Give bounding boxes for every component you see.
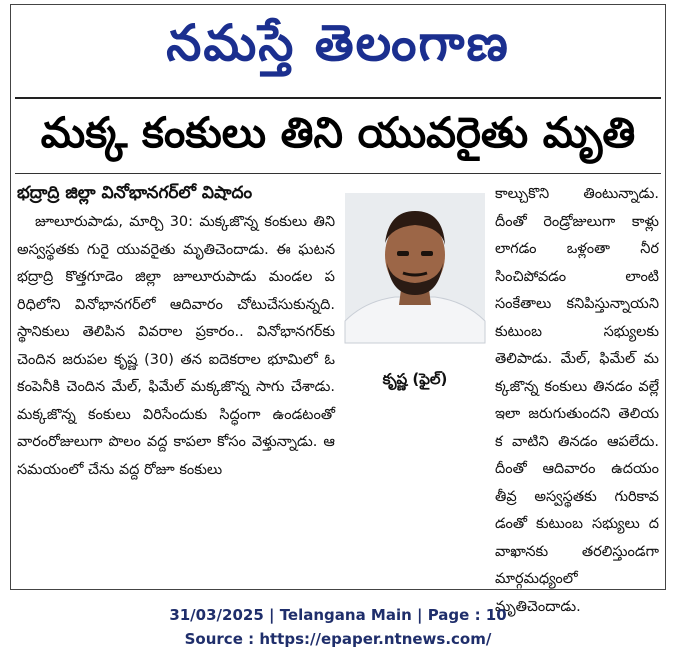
- source-link[interactable]: Source : https://epaper.ntnews.com/: [184, 630, 492, 648]
- masthead-divider: [15, 97, 661, 99]
- article-subhead: భద్రాద్రి జిల్లా వినోభానగర్‌లో విషాదం: [17, 183, 253, 203]
- portrait-image: [345, 193, 485, 343]
- article-body-right-column: కాల్చుకొని తింటున్నాడు. దీంతో రెండ్రోజులుగా కాళ్లు లాగడం ఒళ్లంతా నీరసించిపోవడం లాంటి సంకేతాలు కనిపిస్తున్నాయని కుటుంబ సభ్యులకు తెలిపాడు. మేల్, ఫిమేల్ మక్కజొన్న కంకులు తినడం వల్లే ఇలా జరుగుతుందని తెలియక వాటిని తినడం ఆపలేదు. దీంతో ఆదివారం ఉదయం తీవ్ర అస్వస్థతకు గురికావడంతో కుటుంబ సభ్యులు దవాఖానకు తరలిస్తుండగా మార్గమధ్యంలో మృతిచెందాడు.: [495, 186, 659, 615]
- person-photo: [345, 193, 485, 343]
- newspaper-masthead: నమస్తే తెలంగాణ: [166, 14, 510, 72]
- article-headline: మక్క కంకులు తిని యువరైతు మృతి: [40, 108, 636, 157]
- headline-divider: [15, 173, 661, 174]
- photo-caption: కృష్ణ (ఫైల్): [382, 370, 448, 388]
- edition-info: 31/03/2025 | Telangana Main | Page : 10: [169, 606, 507, 624]
- article-body-left-column: జూలూరుపాడు, మార్చి 30: మక్కజొన్న కంకులు తిని అస్వస్థతకు గురై యువరైతు మృతిచెందాడు. ఈ ఘటన భద్రాద్రి కొత్తగూడెం జిల్లా జూలూరుపాడు మండల పరిధిలోని వినోభానగర్‌లో ఆదివారం చోటుచేసుకున్నది. స్థానికులు తెలిపిన వివరాల ప్రకారం.. వినోభానగర్‌కు చెందిన జరుపల కృష్ణ (30) తన ఐదెకరాల భూమిలో ఓ కంపెనీకి చెందిన మేల్, ఫిమేల్ మక్కజొన్న సాగు చేశాడు. మక్కజొన్న కంకులు విరిసేందుకు సిద్ధంగా ఉండటంతో వారంరోజులుగా పొలం వద్ద కాపలా కోసం వెళ్తున్నాడు. ఆ సమయంలో చేను వద్ద రోజూ కంకులు: [17, 214, 335, 478]
